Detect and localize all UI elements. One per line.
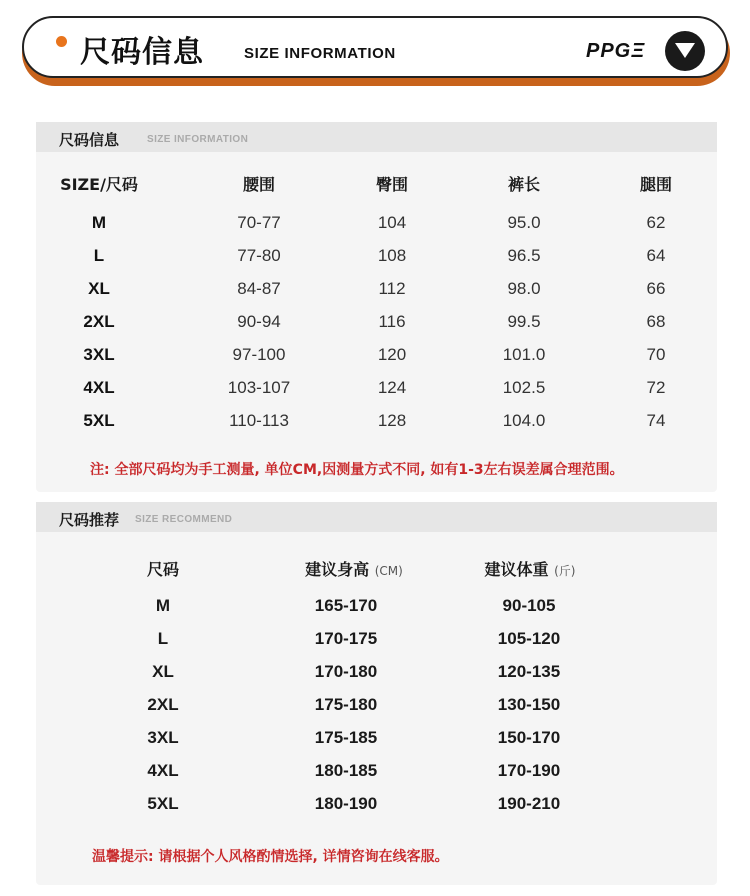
table-cell: 102.5 <box>502 378 546 397</box>
size-recommend-header <box>36 502 717 532</box>
table-cell: 104.0 <box>502 411 546 430</box>
table-row <box>36 794 717 818</box>
column-header-label: 建议体重 <box>484 560 549 579</box>
table-row <box>36 246 717 270</box>
size-label: 2XL <box>83 312 115 331</box>
table-cell: 124 <box>377 378 407 397</box>
table-cell: 68 <box>646 312 666 331</box>
table-row <box>36 378 717 402</box>
table-cell: 90-105 <box>502 596 556 615</box>
column-header: 臀围 <box>375 175 409 194</box>
brand-logo: PPGΞ <box>586 40 646 62</box>
table-cell: 103-107 <box>227 378 291 397</box>
size-label: XL <box>152 662 174 681</box>
table-cell: 120 <box>377 345 407 364</box>
column-header: 腿围 <box>639 175 673 194</box>
size-recommend-subtitle: SIZE RECOMMEND <box>135 514 233 525</box>
table-cell: 74 <box>646 411 666 430</box>
table-cell: 99.5 <box>507 312 541 331</box>
size-label: 3XL <box>83 345 115 364</box>
table-cell: 104 <box>377 213 407 232</box>
table-row <box>36 728 717 752</box>
size-recommend-panel <box>36 502 717 885</box>
table-cell: 77-80 <box>237 246 281 265</box>
size-label: L <box>93 246 105 265</box>
table-row <box>36 761 717 785</box>
table-cell: 66 <box>646 279 666 298</box>
size-label: 2XL <box>147 695 179 714</box>
column-header-unit: (斤) <box>554 564 576 578</box>
scroll-down-button[interactable] <box>665 31 705 71</box>
size-label: L <box>157 629 169 648</box>
table-cell: 175-185 <box>314 728 378 747</box>
table-cell: 72 <box>646 378 666 397</box>
table-cell: 120-135 <box>497 662 561 681</box>
size-label: 3XL <box>147 728 179 747</box>
table-cell: 95.0 <box>507 213 541 232</box>
column-header: 腰围 <box>242 175 276 194</box>
size-recommend-title: 尺码推荐 <box>59 511 120 529</box>
table-row <box>36 695 717 719</box>
table-cell: 62 <box>646 213 666 232</box>
table-cell: 165-170 <box>314 596 378 615</box>
table-row <box>36 629 717 653</box>
table-row <box>36 345 717 369</box>
size-info-panel <box>36 122 717 492</box>
size-label: M <box>91 213 107 232</box>
size-label: 4XL <box>83 378 115 397</box>
table-row <box>36 662 717 686</box>
column-header-label: 建议身高 <box>305 560 370 579</box>
table-cell: 70-77 <box>237 213 281 232</box>
column-header <box>305 557 403 580</box>
size-label: 5XL <box>83 411 115 430</box>
column-header: 裤长 <box>507 175 541 194</box>
size-label: M <box>155 596 171 615</box>
table-row <box>36 411 717 435</box>
size-label: 4XL <box>147 761 179 780</box>
table-cell: 90-94 <box>237 312 281 331</box>
table-cell: 190-210 <box>497 794 561 813</box>
column-header-unit: (CM) <box>374 564 403 578</box>
size-info-subtitle: SIZE INFORMATION <box>147 134 249 145</box>
table-cell: 105-120 <box>497 629 561 648</box>
banner-title: 尺码信息 <box>80 35 204 70</box>
size-info-title: 尺码信息 <box>59 131 120 149</box>
recommend-table-header <box>36 557 717 581</box>
table-cell: 150-170 <box>497 728 561 747</box>
table-cell: 112 <box>378 279 406 298</box>
column-header <box>147 557 179 580</box>
table-cell: 110-113 <box>229 411 289 430</box>
table-cell: 180-185 <box>314 761 378 780</box>
table-cell: 175-180 <box>314 695 378 714</box>
table-cell: 84-87 <box>237 279 281 298</box>
table-cell: 64 <box>646 246 666 265</box>
table-row <box>36 279 717 303</box>
measurement-note: 注: 全部尺码均为手工测量, 单位CM,因测量方式不同, 如有1-3左右误差属合理范围。 <box>90 462 624 478</box>
table-cell: 170-190 <box>497 761 561 780</box>
chevron-down-icon <box>674 42 696 60</box>
size-info-header <box>36 122 717 152</box>
table-cell: 101.0 <box>502 345 546 364</box>
table-cell: 98.0 <box>507 279 541 298</box>
table-cell: 170-175 <box>314 629 378 648</box>
table-row <box>36 312 717 336</box>
table-cell: 96.5 <box>507 246 541 265</box>
table-cell: 128 <box>377 411 407 430</box>
size-label: XL <box>88 279 110 298</box>
column-header: SIZE/尺码 <box>60 175 138 194</box>
column-header-label: 尺码 <box>146 560 180 579</box>
table-cell: 170-180 <box>314 662 378 681</box>
table-cell: 130-150 <box>497 695 561 714</box>
banner-subtitle: SIZE INFORMATION <box>244 45 396 62</box>
table-cell: 116 <box>378 312 406 331</box>
size-table-header <box>36 172 717 196</box>
table-row <box>36 213 717 237</box>
tip-note: 温馨提示: 请根据个人风格酌情选择, 详情咨询在线客服。 <box>92 849 449 865</box>
column-header <box>485 557 576 580</box>
table-cell: 180-190 <box>314 794 378 813</box>
bullet-dot-icon <box>56 36 67 47</box>
table-row <box>36 596 717 620</box>
table-cell: 70 <box>646 345 666 364</box>
size-label: 5XL <box>147 794 179 813</box>
table-cell: 108 <box>377 246 407 265</box>
table-cell: 97-100 <box>232 345 286 364</box>
